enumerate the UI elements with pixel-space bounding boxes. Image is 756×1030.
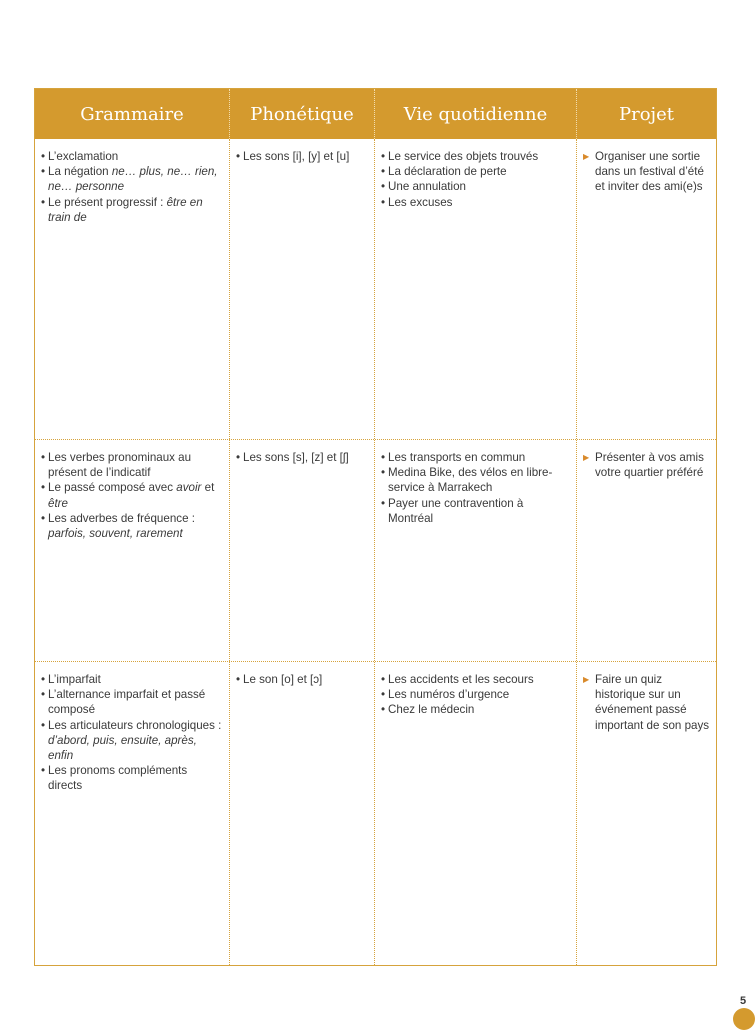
cell-projet — [577, 440, 716, 661]
header-grammaire: Grammaire — [35, 89, 230, 139]
cell-vie-quotidienne — [375, 440, 577, 661]
vie-item: • Les transports en commun — [381, 450, 570, 465]
table-row — [35, 439, 716, 661]
vie-item: • Medina Bike, des vélos en libre-service à Marrakech — [381, 465, 570, 495]
table-row — [35, 661, 716, 965]
cell-projet — [577, 139, 716, 439]
page-marker — [733, 1008, 755, 1030]
vie-item: • Payer une contravention à Montréal — [381, 496, 570, 526]
grammaire-item: • L’alternance imparfait et passé composé — [41, 687, 223, 717]
grammaire-item: • Le présent progressif : être en train de — [41, 195, 223, 225]
grammaire-item: • Les pronoms compléments directs — [41, 763, 223, 793]
cell-vie-quotidienne — [375, 139, 577, 439]
grammaire-item: • Le passé composé avec avoir et être — [41, 480, 223, 510]
header-phonetique: Phonétique — [230, 89, 375, 139]
vie-item: • Les excuses — [381, 195, 570, 210]
cell-grammaire — [35, 139, 230, 439]
phonetique-item: • Les sons [i], [y] et [u] — [236, 149, 368, 164]
cell-vie-quotidienne — [375, 662, 577, 965]
vie-item: • Les numéros d’urgence — [381, 687, 570, 702]
cell-grammaire — [35, 662, 230, 965]
page-number: 5 — [740, 995, 747, 1007]
header-vie-quotidienne: Vie quotidienne — [375, 89, 577, 139]
grammaire-item: • La négation ne… plus, ne… rien, ne… personne — [41, 164, 223, 194]
table-body — [35, 139, 716, 965]
cell-phonetique — [230, 440, 375, 661]
projet-item: ▶ Faire un quiz historique sur un événement passé important de son pays — [583, 672, 710, 733]
vie-item: • Les accidents et les secours — [381, 672, 570, 687]
grammaire-item: • Les adverbes de fréquence : parfois, souvent, rarement — [41, 511, 223, 541]
projet-item: ▶ Présenter à vos amis votre quartier préféré — [583, 450, 710, 480]
projet-item: ▶ Organiser une sortie dans un festival d’été et inviter des ami(e)s — [583, 149, 710, 195]
cell-phonetique — [230, 139, 375, 439]
grammaire-item: • Les verbes pronominaux au présent de l’indicatif — [41, 450, 223, 480]
header-projet: Projet — [618, 103, 675, 125]
grammaire-item: • L’exclamation — [41, 149, 223, 164]
cell-projet — [577, 662, 716, 965]
vie-item: • Le service des objets trouvés — [381, 149, 570, 164]
cell-grammaire — [35, 440, 230, 661]
grammaire-item: • Les articulateurs chronologiques : d’abord, puis, ensuite, après, enfin — [41, 718, 223, 764]
vie-item: • La déclaration de perte — [381, 164, 570, 179]
table-header — [35, 89, 716, 139]
vie-item: • Chez le médecin — [381, 702, 570, 717]
phonetique-item: • Les sons [s], [z] et [ʃ] — [236, 450, 368, 465]
curriculum-table — [34, 88, 717, 966]
table-row — [35, 139, 716, 439]
cell-phonetique — [230, 662, 375, 965]
grammaire-item: • L’imparfait — [41, 672, 223, 687]
phonetique-item: • Le son [o] et [ɔ] — [236, 672, 368, 687]
vie-item: • Une annulation — [381, 179, 570, 194]
